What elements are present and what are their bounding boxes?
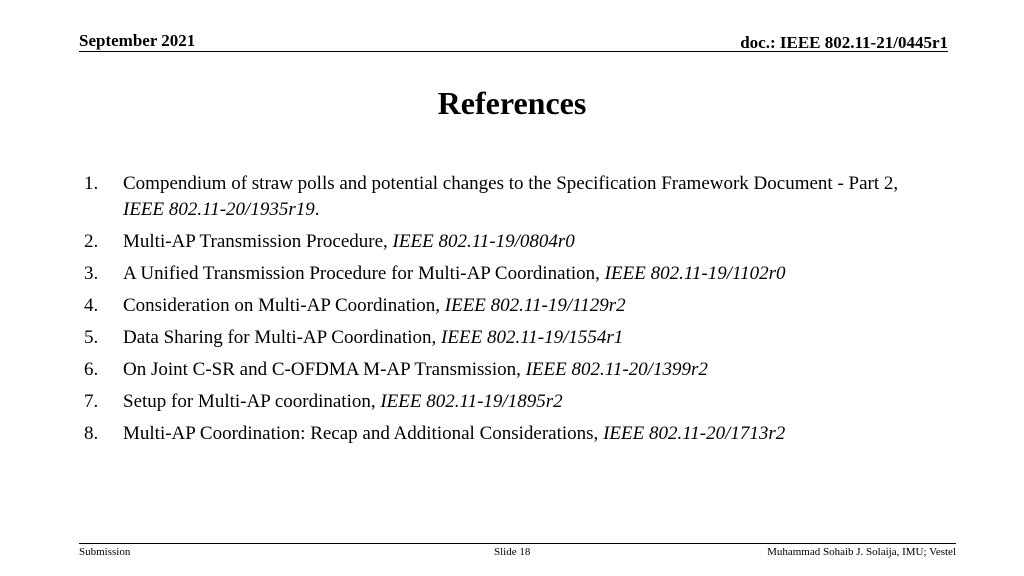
- reference-text: [123, 171, 944, 223]
- reference-item: [84, 325, 944, 351]
- header-doc-id: doc.: IEEE 802.11-21/0445r1: [740, 33, 948, 52]
- reference-number: 2.: [84, 231, 99, 252]
- reference-doc: IEEE 802.11-19/1554r1: [441, 327, 624, 348]
- reference-text: [123, 261, 944, 287]
- reference-doc: IEEE 802.11-19/0804r0: [392, 231, 575, 252]
- reference-title: Consideration on Multi-AP Coordination,: [123, 295, 445, 316]
- reference-doc: IEEE 802.11-20/1399r2: [525, 359, 708, 380]
- reference-text: [123, 229, 944, 255]
- reference-text: [123, 293, 944, 319]
- footer-divider: [79, 543, 956, 544]
- reference-item: [84, 389, 944, 415]
- reference-doc: IEEE 802.11-19/1895r2: [380, 391, 563, 412]
- reference-text: [123, 325, 944, 351]
- footer-submission: Submission: [79, 546, 131, 558]
- reference-number: 4.: [84, 295, 99, 316]
- reference-title: On Joint C-SR and C-OFDMA M-AP Transmission,: [123, 359, 526, 380]
- reference-title: Multi-AP Transmission Procedure,: [123, 231, 393, 252]
- reference-number: 7.: [84, 391, 99, 412]
- slide-title: References: [437, 85, 587, 121]
- footer-author: Muhammad Sohaib J. Solaija, IMU; Vestel: [767, 546, 956, 558]
- reference-text: [123, 357, 944, 383]
- reference-title: Setup for Multi-AP coordination,: [123, 391, 381, 412]
- reference-item: [84, 357, 944, 383]
- header-divider: [79, 51, 948, 52]
- reference-title: Multi-AP Coordination: Recap and Additional Considerations,: [123, 423, 604, 444]
- reference-number: 6.: [84, 359, 99, 380]
- footer-slide-number: Slide 18: [494, 546, 531, 558]
- reference-number: 3.: [84, 263, 99, 284]
- reference-number: 5.: [84, 327, 99, 348]
- reference-number: 1.: [84, 173, 99, 194]
- references-list: [84, 171, 944, 453]
- reference-text: [123, 421, 944, 447]
- reference-doc: IEEE 802.11-20/1935r19: [123, 199, 315, 220]
- reference-number: 8.: [84, 423, 99, 444]
- reference-suffix: .: [314, 199, 320, 220]
- reference-item: [84, 171, 944, 223]
- reference-text: [123, 389, 944, 415]
- reference-title: Compendium of straw polls and potential changes to the Specification Framework Document - Part 2,: [123, 173, 899, 194]
- reference-doc: IEEE 802.11-19/1102r0: [604, 263, 786, 284]
- reference-item: [84, 229, 944, 255]
- reference-doc: IEEE 802.11-19/1129r2: [444, 295, 626, 316]
- reference-item: [84, 421, 944, 447]
- reference-title: A Unified Transmission Procedure for Multi-AP Coordination,: [123, 263, 605, 284]
- reference-item: [84, 261, 944, 287]
- reference-item: [84, 293, 944, 319]
- reference-doc: IEEE 802.11-20/1713r2: [603, 423, 786, 444]
- reference-title: Data Sharing for Multi-AP Coordination,: [123, 327, 442, 348]
- header-date: September 2021: [79, 31, 196, 50]
